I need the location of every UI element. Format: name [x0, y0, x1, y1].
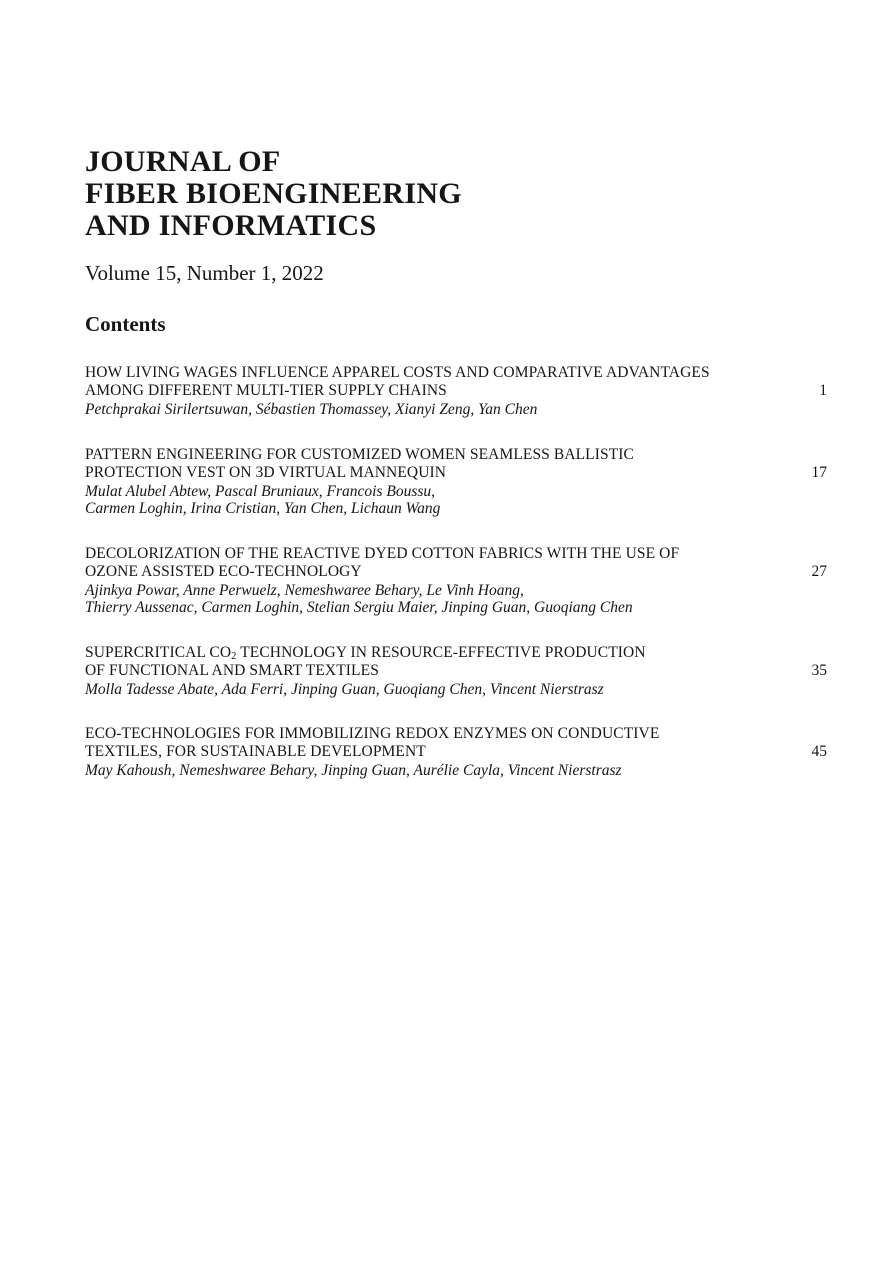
- journal-title: [85, 146, 827, 242]
- journal-title-line-3: AND INFORMATICS: [85, 209, 377, 242]
- page-number: 17: [811, 463, 827, 481]
- article-title: [85, 545, 798, 581]
- toc-entry-head: [85, 364, 827, 400]
- article-title-line: DECOLORIZATION OF THE REACTIVE DYED COTTON FABRICS WITH THE USE OF: [85, 544, 680, 562]
- toc-entry-head: [85, 446, 827, 482]
- page-number: 1: [819, 382, 827, 399]
- toc-entry-head: [85, 545, 827, 581]
- article-authors-line: Mulat Alubel Abtew, Pascal Bruniaux, Francois Boussu,: [85, 482, 436, 500]
- journal-title-line-2: FIBER BIOENGINEERING: [85, 177, 462, 210]
- article-authors: [85, 681, 827, 699]
- article-title-line: TEXTILES, FOR SUSTAINABLE DEVELOPMENT: [85, 743, 426, 760]
- journal-title-line-1: JOURNAL OF: [85, 145, 281, 178]
- article-title: [85, 446, 798, 482]
- page-number: 27: [811, 562, 827, 580]
- article-title-line: AMONG DIFFERENT MULTI-TIER SUPPLY CHAINS: [85, 382, 447, 399]
- article-title: [85, 725, 798, 761]
- article-authors-line: Molla Tadesse Abate, Ada Ferri, Jinping Guan, Guoqiang Chen, Vincent Nierstrasz: [85, 680, 604, 698]
- article-title: [85, 644, 798, 680]
- toc-entry: [85, 446, 827, 518]
- toc-entry-head: [85, 644, 827, 680]
- issue-line: Volume 15, Number 1, 2022: [85, 261, 324, 285]
- article-authors: [85, 401, 827, 419]
- article-title-line: PATTERN ENGINEERING FOR CUSTOMIZED WOMEN SEAMLESS BALLISTIC: [85, 445, 634, 463]
- article-authors: [85, 483, 827, 518]
- toc-entry-head: [85, 725, 827, 761]
- article-authors-line: Carmen Loghin, Irina Cristian, Yan Chen, Lichaun Wang: [85, 500, 441, 517]
- article-authors-line: May Kahoush, Nemeshwaree Behary, Jinping Guan, Aurélie Cayla, Vincent Nierstrasz: [85, 762, 622, 779]
- article-title-line: ECO-TECHNOLOGIES FOR IMMOBILIZING REDOX ENZYMES ON CONDUCTIVE: [85, 725, 660, 742]
- journal-masthead: [85, 146, 827, 286]
- article-authors-line: Thierry Aussenac, Carmen Loghin, Stelian Sergiu Maier, Jinping Guan, Guoqiang Chen: [85, 599, 633, 616]
- article-title-line: OF FUNCTIONAL AND SMART TEXTILES: [85, 661, 379, 679]
- toc-entry: [85, 545, 827, 617]
- article-title-line: HOW LIVING WAGES INFLUENCE APPAREL COSTS AND COMPARATIVE ADVANTAGES: [85, 364, 710, 381]
- toc-entry: [85, 364, 827, 419]
- contents-list: [85, 364, 827, 780]
- article-title-line: OZONE ASSISTED ECO-TECHNOLOGY: [85, 562, 362, 580]
- page-number: 35: [811, 661, 827, 679]
- toc-entry: [85, 644, 827, 699]
- article-authors: [85, 762, 827, 780]
- toc-entry: [85, 725, 827, 780]
- article-authors: [85, 582, 827, 617]
- article-title: [85, 364, 805, 400]
- contents-heading: Contents: [85, 312, 166, 336]
- article-authors-line: Ajinkya Powar, Anne Perwuelz, Nemeshwaree Behary, Le Vinh Hoang,: [85, 581, 524, 599]
- article-title-line: SUPERCRITICAL $CO_2$ TECHNOLOGY IN RESOURCE-EFFECTIVE PRODUCTION: [85, 643, 646, 662]
- page-number: 45: [811, 743, 827, 760]
- article-title-line: PROTECTION VEST ON 3D VIRTUAL MANNEQUIN: [85, 463, 447, 481]
- article-authors-line: Petchprakai Sirilertsuwan, Sébastien Thomassey, Xianyi Zeng, Yan Chen: [85, 401, 538, 418]
